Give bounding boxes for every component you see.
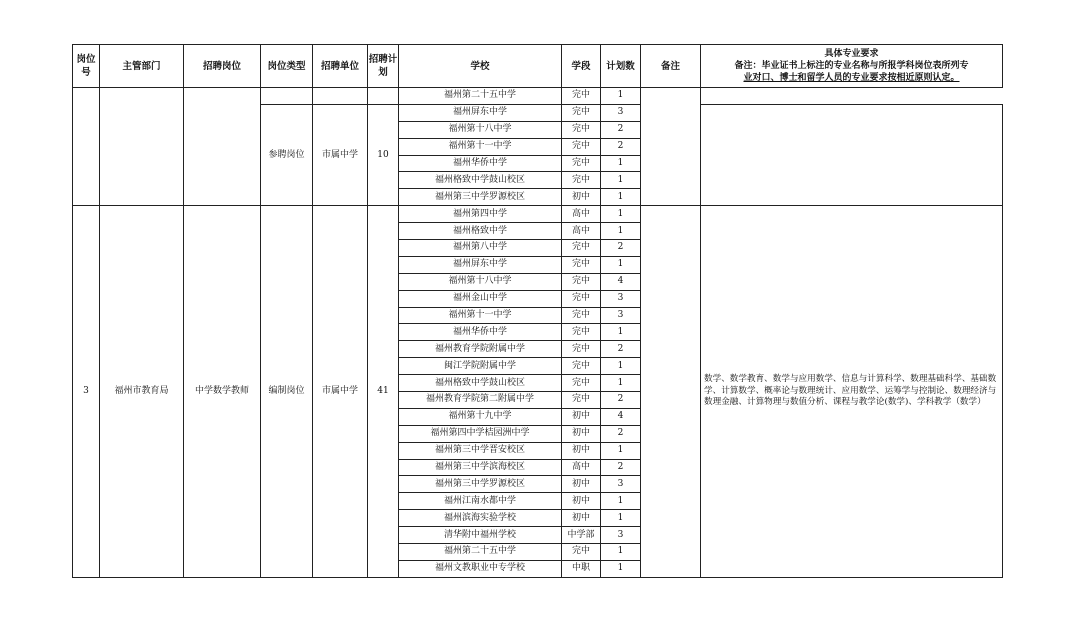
count-cell: 4 [601,408,641,425]
stage-cell: 初中 [562,476,601,493]
stage-cell: 完中 [562,358,601,375]
school-cell: 福州江南水都中学 [399,493,562,510]
stage-cell: 完中 [562,104,601,121]
count-cell: 1 [601,560,641,577]
header-unit: 招聘单位 [313,45,368,88]
stage-cell: 完中 [562,121,601,138]
plan-cell: 10 [368,104,399,205]
school-cell: 闽江学院附属中学 [399,358,562,375]
recruitment-table [72,44,1003,578]
school-cell: 福州第二十五中学 [399,544,562,561]
count-cell: 2 [601,392,641,409]
school-cell: 福州第十八中学 [399,273,562,290]
stage-cell: 初中 [562,442,601,459]
count-cell: 1 [601,189,641,206]
count-cell: 4 [601,273,641,290]
unit-cell [313,88,368,105]
stage-cell: 完中 [562,172,601,189]
count-cell: 2 [601,425,641,442]
count-cell: 2 [601,459,641,476]
school-cell: 福州屏东中学 [399,256,562,273]
count-cell: 2 [601,121,641,138]
department-cell [100,88,184,206]
count-cell: 1 [601,442,641,459]
post-type-cell: 参聘岗位 [261,104,313,205]
table-row [73,88,1003,105]
count-cell: 1 [601,155,641,172]
school-cell: 福州第二十五中学 [399,88,562,105]
stage-cell: 中学部 [562,527,601,544]
plan-cell [368,88,399,105]
school-cell: 福州文教职业中专学校 [399,560,562,577]
stage-cell: 完中 [562,324,601,341]
stage-cell: 初中 [562,510,601,527]
header-plan: 招聘计划 [368,45,399,88]
post-no-cell: 3 [73,206,100,578]
count-cell: 1 [601,375,641,392]
position-cell [184,88,261,206]
header-position: 招聘岗位 [184,45,261,88]
post-no-cell [73,88,100,206]
stage-cell: 完中 [562,155,601,172]
unit-cell: 市属中学 [313,104,368,205]
school-cell: 福州格致中学鼓山校区 [399,172,562,189]
count-cell: 1 [601,493,641,510]
stage-cell: 初中 [562,493,601,510]
post-type-cell [261,88,313,105]
school-cell: 福州教育学院第二附属中学 [399,392,562,409]
stage-cell: 完中 [562,256,601,273]
stage-cell: 高中 [562,223,601,240]
stage-cell: 完中 [562,392,601,409]
count-cell: 1 [601,88,641,105]
post-type-cell: 编制岗位 [261,206,313,578]
count-cell: 3 [601,476,641,493]
school-cell: 福州教育学院附属中学 [399,341,562,358]
count-cell: 2 [601,341,641,358]
school-cell: 福州第十一中学 [399,138,562,155]
requirement-cell [701,104,1003,205]
stage-cell: 完中 [562,240,601,257]
stage-cell: 完中 [562,544,601,561]
recruitment-table-sheet [72,44,1003,578]
position-cell: 中学数学教师 [184,206,261,578]
count-cell: 3 [601,290,641,307]
stage-cell: 初中 [562,425,601,442]
plan-cell: 41 [368,206,399,578]
requirement-title: 具体专业要求 [824,49,879,59]
count-cell: 1 [601,510,641,527]
count-cell: 1 [601,324,641,341]
count-cell: 3 [601,104,641,121]
header-post-no: 岗位号 [73,45,100,88]
header-school: 学校 [399,45,562,88]
stage-cell: 高中 [562,206,601,223]
school-cell: 福州第三中学罗源校区 [399,476,562,493]
school-cell: 福州滨海实验学校 [399,510,562,527]
requirement-note-line-1: 备注：毕业证书上标注的专业名称与所报学科岗位表所列专 [734,61,969,71]
stage-cell: 完中 [562,341,601,358]
stage-cell: 完中 [562,273,601,290]
count-cell: 1 [601,544,641,561]
header-remark: 备注 [641,45,701,88]
school-cell: 福州第八中学 [399,240,562,257]
school-cell: 福州第三中学滨海校区 [399,459,562,476]
school-cell: 福州华侨中学 [399,324,562,341]
department-cell: 福州市教育局 [100,206,184,578]
school-cell: 福州第三中学罗源校区 [399,189,562,206]
school-cell: 福州第四中学桔园洲中学 [399,425,562,442]
count-cell: 1 [601,358,641,375]
school-cell: 福州格致中学 [399,223,562,240]
stage-cell: 完中 [562,307,601,324]
school-cell: 福州第十一中学 [399,307,562,324]
header-post-type: 岗位类型 [261,45,313,88]
stage-cell: 完中 [562,375,601,392]
school-cell: 福州第十九中学 [399,408,562,425]
count-cell: 3 [601,527,641,544]
unit-cell: 市属中学 [313,206,368,578]
count-cell: 1 [601,223,641,240]
table-row [73,206,1003,223]
count-cell: 1 [601,172,641,189]
stage-cell: 初中 [562,189,601,206]
school-cell: 福州第十八中学 [399,121,562,138]
school-cell: 福州金山中学 [399,290,562,307]
school-cell: 清华附中福州学校 [399,527,562,544]
header-requirement [701,45,1003,88]
count-cell: 3 [601,307,641,324]
school-cell: 福州华侨中学 [399,155,562,172]
header-department: 主管部门 [100,45,184,88]
school-cell: 福州屏东中学 [399,104,562,121]
count-cell: 1 [601,206,641,223]
school-cell: 福州第三中学晋安校区 [399,442,562,459]
header-row [73,45,1003,88]
stage-cell: 中职 [562,560,601,577]
school-cell: 福州第四中学 [399,206,562,223]
school-cell: 福州格致中学鼓山校区 [399,375,562,392]
count-cell: 2 [601,240,641,257]
stage-cell: 完中 [562,138,601,155]
requirement-cell: 数学、数学教育、数学与应用数学、信息与计算科学、数理基础科学、基础数学、计算数学、概率论与数理统计、应用数学、运筹学与控制论、数理经济与数理金融、计算物理与数值分析、课程与教学论(数学)、学科教学（数学） [701,206,1003,578]
stage-cell: 完中 [562,88,601,105]
remark-cell [641,206,701,578]
stage-cell: 完中 [562,290,601,307]
remark-cell [641,88,701,206]
header-count: 计划数 [601,45,641,88]
header-stage: 学段 [562,45,601,88]
stage-cell: 高中 [562,459,601,476]
stage-cell: 初中 [562,408,601,425]
count-cell: 2 [601,138,641,155]
count-cell: 1 [601,256,641,273]
table-body [73,88,1003,578]
requirement-note-line-2: 业对口、博士和留学人员的专业要求按相近原则认定。 [743,73,960,83]
